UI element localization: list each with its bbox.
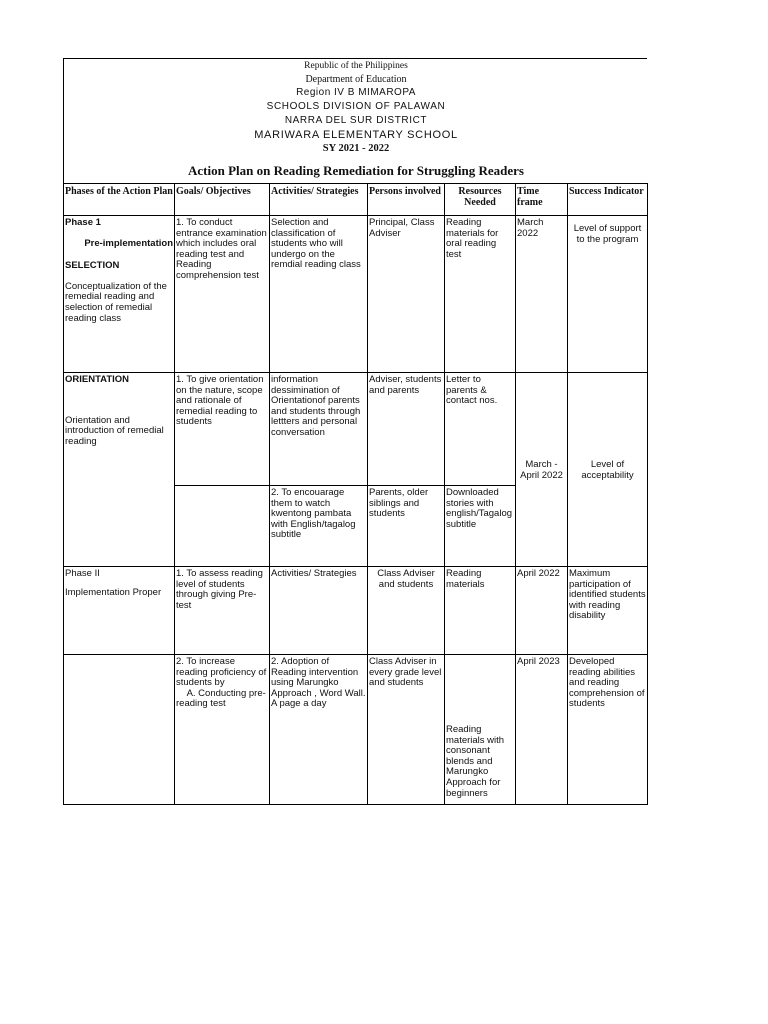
phase2b-resources: Reading materials with consonant blends and Marungko Approach for beginners [445, 655, 516, 805]
header-district: NARRA DEL SUR DISTRICT [284, 115, 428, 126]
table-row-orientation [64, 373, 648, 486]
table-row-phase2b [64, 655, 648, 805]
orientation-section: ORIENTATION [65, 374, 130, 385]
orientation-success: Level of acceptability [568, 373, 648, 567]
phase1-sub: Pre-implementation [84, 237, 173, 249]
phase2-resources: Reading materials [445, 567, 516, 655]
phase2b-goal: 2. To increase reading proficiency of students by A. Conducting pre-reading test [175, 655, 270, 805]
phase2-goal: 1. To assess reading level of students through giving Pre-test [175, 567, 270, 655]
phase1-persons: Principal, Class Adviser [368, 216, 445, 373]
orientation-persons: Adviser, students and parents [368, 373, 445, 486]
phase1-section: SELECTION [65, 260, 120, 272]
phase2-label: Phase II [65, 568, 100, 579]
phase2b-phase [64, 655, 175, 805]
orientation-cell [64, 373, 175, 567]
phase1-activity: Selection and classification of students who will undergo on the remdial reading class [270, 216, 368, 373]
orientation2-resources: Downloaded stories with english/Tagalog subtitle [445, 486, 516, 567]
header-phases: Phases of the Action Plan [64, 184, 175, 216]
phase2-persons: Class Adviser and students [368, 567, 445, 655]
phase1-desc: Conceptualization of the remedial reading and selection of remedial reading class [65, 280, 167, 324]
orientation-resources: Letter to parents & contact nos. [445, 373, 516, 486]
header-persons: Persons involved [368, 184, 445, 216]
phase1-resources: Reading materials for oral reading test [445, 216, 516, 373]
phase2b-activity: 2. Adoption of Reading intervention using Marungko Approach , Word Wall. A page a day [270, 655, 368, 805]
phase1-time: March 2022 [516, 216, 568, 373]
phase2-time: April 2022 [516, 567, 568, 655]
header-success: Success Indicator [568, 184, 648, 216]
orientation2-goal [175, 486, 270, 567]
header-region: Region IV B MIMAROPA [296, 87, 416, 98]
table-header-row [64, 184, 648, 216]
orientation-goal: 1. To give orientation on the nature, scope and rationale of remedial reading to students [175, 373, 270, 486]
orientation-time: March - April 2022 [516, 373, 568, 567]
header-division: SCHOOLS DIVISION OF PALAWAN [266, 101, 446, 112]
phase2b-persons: Class Adviser in every grade level and students [368, 655, 445, 805]
orientation-desc: Orientation and introduction of remedial reading [65, 414, 164, 447]
phase2-success: Maximum participation of identified students with reading disability [568, 567, 648, 655]
phase1-label: Phase 1 [65, 217, 101, 228]
header-resources: Resources Needed [445, 184, 516, 216]
document-header [63, 58, 647, 184]
phase2b-time: April 2023 [516, 655, 568, 805]
phase2-activity: Activities/ Strategies [270, 567, 368, 655]
header-school: MARIWARA ELEMENTARY SCHOOL [254, 129, 458, 141]
phase1-cell [64, 216, 175, 373]
orientation2-persons: Parents, older siblings and students [368, 486, 445, 567]
header-activities: Activities/ Strategies [270, 184, 368, 216]
phase1-success: Level of support to the program [568, 216, 648, 373]
header-department: Department of Education [305, 74, 407, 85]
phase2-cell [64, 567, 175, 655]
orientation-activity: information dessimination of Orientationof parents and students through lettters and personal conversation [270, 373, 368, 486]
phase2-desc: Implementation Proper [65, 586, 162, 598]
table-row-phase1 [64, 216, 648, 373]
table-row-phase2 [64, 567, 648, 655]
header-school-year: SY 2021 - 2022 [322, 143, 390, 154]
action-plan-table [63, 183, 648, 805]
phase1-goal: 1. To conduct entrance examination which includes oral reading test and Reading comprehension test [175, 216, 270, 373]
document-title: Action Plan on Reading Remediation for Struggling Readers [188, 163, 524, 178]
header-goals: Goals/ Objectives [175, 184, 270, 216]
header-time: Time frame [516, 184, 568, 216]
phase2b-success: Developed reading abilities and reading comprehension of students [568, 655, 648, 805]
orientation2-activity: 2. To encouarage them to watch kwentong pambata with English/tagalog subtitle [270, 486, 368, 567]
header-republic: Republic of the Philippines [304, 61, 408, 71]
